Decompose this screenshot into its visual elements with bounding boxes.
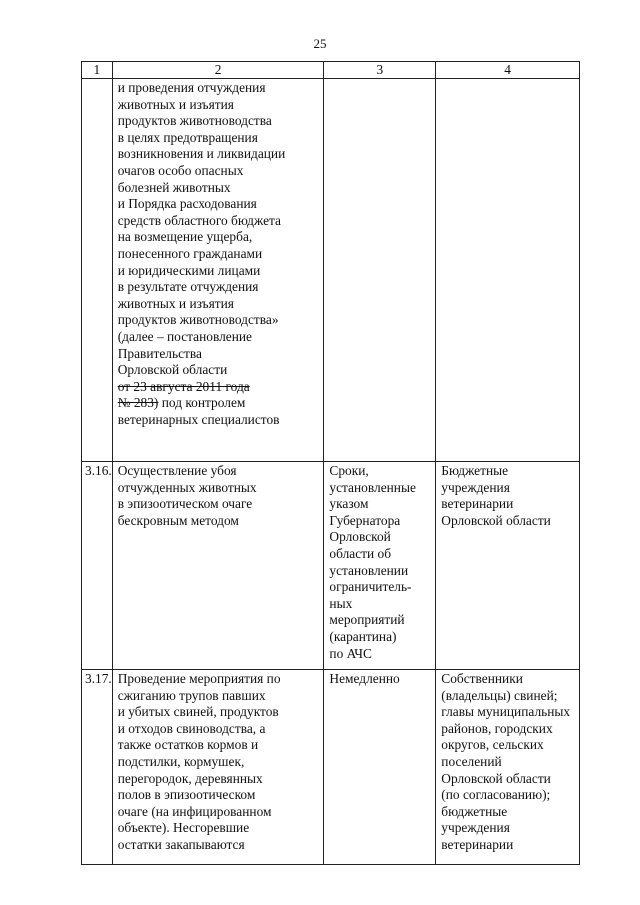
measures-table	[81, 61, 580, 865]
cell-line: ветеринарных специалистов	[117, 411, 280, 427]
cell-line: районов, городских	[441, 720, 553, 736]
cell-line: сжиганию трупов павших	[117, 687, 266, 703]
responsible-text	[436, 79, 580, 462]
cell-line: и юридическими лицами	[117, 262, 261, 278]
term-text	[324, 79, 436, 462]
cell-line: Орловской	[329, 529, 391, 545]
page-number: 25	[313, 36, 327, 51]
cell-line: ограничитель-	[329, 579, 412, 595]
cell-line: бюджетные	[441, 803, 508, 819]
table-header-row	[82, 62, 580, 79]
cell-line: остатки закапываются	[117, 836, 245, 852]
cell-line: ветеринарии	[441, 496, 514, 512]
cell-line: Немедленно	[329, 671, 400, 686]
cell-line: Орловской области	[441, 770, 551, 786]
cell-line: и отходов свиноводства, а	[117, 720, 266, 736]
cell-line: установленные	[329, 479, 416, 495]
cell-line: полов в эпизоотическом	[117, 787, 256, 803]
cell-line: и проведения отчуждения	[117, 80, 266, 95]
cell-line: ных	[329, 595, 353, 611]
cell-line: в эпизоотическом очаге	[117, 496, 253, 512]
measure-text	[112, 670, 324, 865]
term-text	[324, 462, 436, 670]
cell-line: в целях предотвращения	[117, 129, 258, 145]
cell-line: болезней животных	[117, 179, 231, 195]
term-text	[324, 670, 436, 865]
cell-line: Собственники	[441, 671, 523, 686]
cell-line: Сроки,	[329, 463, 369, 478]
header-col-3: 3	[324, 62, 436, 79]
header-col-2: 2	[112, 62, 324, 79]
cell-line: (владельцы) свиней;	[441, 687, 558, 703]
cell-line: бескровным методом	[117, 512, 239, 528]
cell-line: Проведение мероприятия по	[117, 671, 281, 686]
cell-line: Правительства	[117, 345, 202, 361]
cell-line: (карантина)	[329, 628, 397, 644]
cell-line: отчужденных животных	[117, 479, 257, 495]
cell-line: очагов особо опасных	[117, 162, 244, 178]
cell-line: подстилки, кормушек,	[117, 753, 245, 769]
table-row	[82, 670, 580, 865]
cell-line: Орловской области	[441, 512, 551, 528]
cell-line: округов, сельских	[441, 737, 544, 753]
header-col-1: 1	[82, 62, 113, 79]
cell-line: продуктов животноводства»	[117, 312, 279, 328]
cell-line: учреждения	[441, 820, 510, 836]
cell-line: Осуществление убоя	[117, 463, 237, 478]
cell-line: на возмещение ущерба,	[117, 229, 253, 245]
cell-line: (далее – постановление	[117, 328, 253, 344]
cell-line: животных и изъятия	[117, 295, 234, 311]
row-number: 3.16.	[82, 462, 113, 670]
measure-text	[112, 79, 324, 462]
cell-line: ветеринарии	[441, 836, 514, 852]
measure-text	[112, 462, 324, 670]
cell-line: Губернатора	[329, 512, 401, 528]
cell-line: перегородок, деревянных	[117, 770, 263, 786]
cell-line: очаге (на инфицированном	[117, 803, 272, 819]
cell-line: животных и изъятия	[117, 96, 234, 112]
cell-line: и Порядка расходования	[117, 196, 257, 212]
responsible-text	[436, 462, 580, 670]
cell-line: понесенного гражданами	[117, 245, 263, 261]
cell-line: от 23 августа 2011 года	[117, 378, 250, 394]
cell-line: № 283) под контролем	[117, 395, 246, 411]
table-row	[82, 79, 580, 462]
cell-line: указом	[329, 496, 369, 512]
table-row	[82, 462, 580, 670]
cell-line: в результате отчуждения	[117, 279, 259, 295]
cell-line: по АЧС	[329, 645, 372, 661]
cell-line: учреждения	[441, 479, 510, 495]
cell-line: средств областного бюджета	[117, 212, 281, 228]
header-col-4: 4	[436, 62, 580, 79]
cell-line: главы муниципальных	[441, 704, 571, 720]
row-number	[82, 79, 113, 462]
cell-line: продуктов животноводства	[117, 113, 272, 129]
cell-line: области об	[329, 545, 392, 561]
cell-line: (по согласованию);	[441, 787, 551, 803]
cell-line: также остатков кормов и	[117, 737, 259, 753]
cell-line: поселений	[441, 753, 502, 769]
cell-line: объекте). Несгоревшие	[117, 820, 250, 836]
cell-line: установлении	[329, 562, 409, 578]
cell-line: возникновения и ликвидации	[117, 146, 286, 162]
cell-line: Бюджетные	[441, 463, 509, 478]
row-number: 3.17.	[82, 670, 113, 865]
cell-line: Орловской области	[117, 362, 228, 378]
cell-line: мероприятий	[329, 612, 405, 628]
responsible-text	[436, 670, 580, 865]
cell-line: и убитых свиней, продуктов	[117, 704, 279, 720]
